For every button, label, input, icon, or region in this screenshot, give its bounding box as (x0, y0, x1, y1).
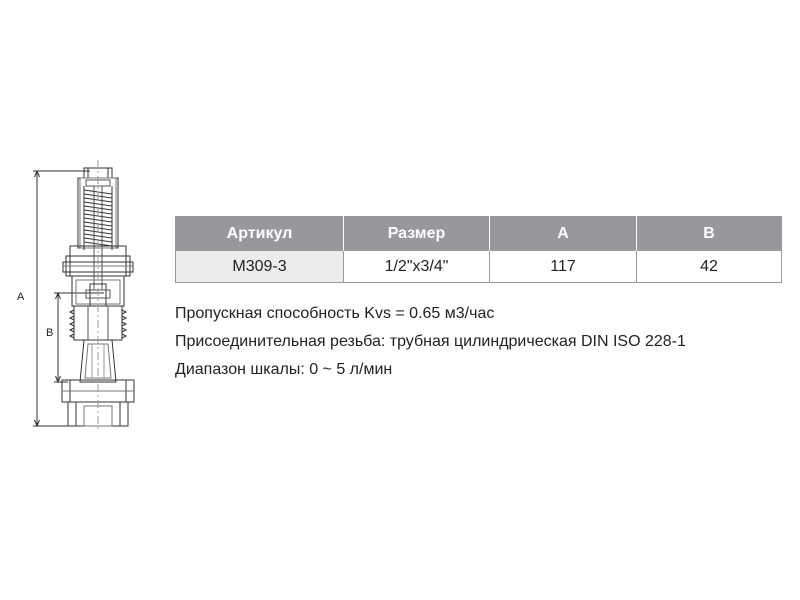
spec-table (175, 216, 782, 283)
header-b: B (637, 217, 782, 251)
spec-flow-capacity: Пропускная способность Kvs = 0.65 м3/час (175, 305, 495, 322)
dimension-b-label: B (46, 327, 54, 339)
spec-scale-range: Диапазон шкалы: 0 ~ 5 л/мин (175, 361, 393, 378)
cell-article: M309-3 (176, 251, 344, 283)
header-article: Артикул (176, 217, 344, 251)
dimension-a-label: A (17, 291, 25, 303)
table-header-row (176, 217, 782, 251)
header-a: A (490, 217, 637, 251)
cell-b: 42 (637, 251, 782, 283)
header-size: Размер (344, 217, 490, 251)
cell-size: 1/2"x3/4" (344, 251, 490, 283)
table-row (176, 251, 782, 283)
cell-a: 117 (490, 251, 637, 283)
spec-connection-thread: Присоединительная резьба: трубная цилиндрическая DIN ISO 228-1 (175, 333, 686, 350)
